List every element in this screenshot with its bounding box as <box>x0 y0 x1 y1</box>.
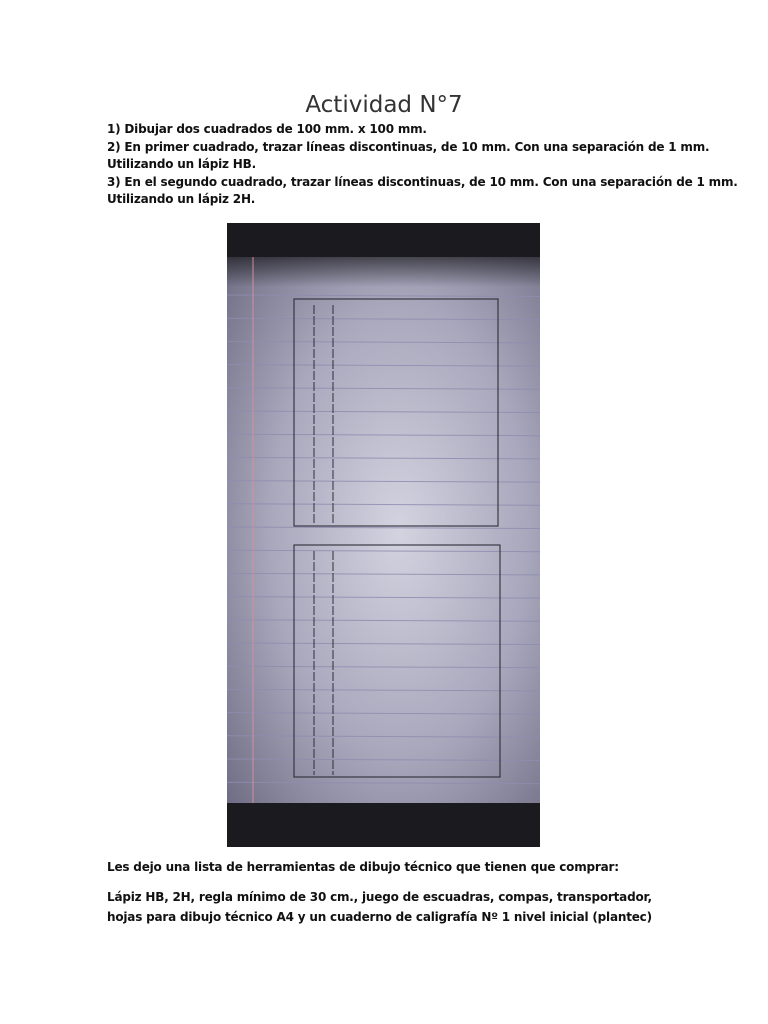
notebook-photo-drawing <box>227 223 540 847</box>
tools-intro: Les dejo una lista de herramientas de dibujo técnico que tienen que comprar: <box>107 860 619 874</box>
instruction-line: 1) Dibujar dos cuadrados de 100 mm. x 100 mm. <box>107 122 427 136</box>
instruction-line: 3) En el segundo cuadrado, trazar líneas discontinuas, de 10 mm. Con una separación de 1 mm. <box>107 174 738 189</box>
instructions-block <box>107 121 738 209</box>
instruction-line: Utilizando un lápiz 2H. <box>107 192 256 206</box>
notebook-paper <box>227 257 540 803</box>
instruction-line: 2) En primer cuadrado, trazar líneas discontinuas, de 10 mm. Con una separación de 1 mm. <box>107 139 710 154</box>
notebook-photo <box>227 223 540 847</box>
page-title: Actividad N°7 <box>305 92 463 118</box>
tools-list: Lápiz HB, 2H, regla mínimo de 30 cm., juego de escuadras, compas, transportador, hojas para dibujo técnico A4 y un cuaderno de caligrafía Nº 1 nivel inicial (plantec) <box>107 890 652 924</box>
instruction-line: Utilizando un lápiz HB. <box>107 157 256 171</box>
